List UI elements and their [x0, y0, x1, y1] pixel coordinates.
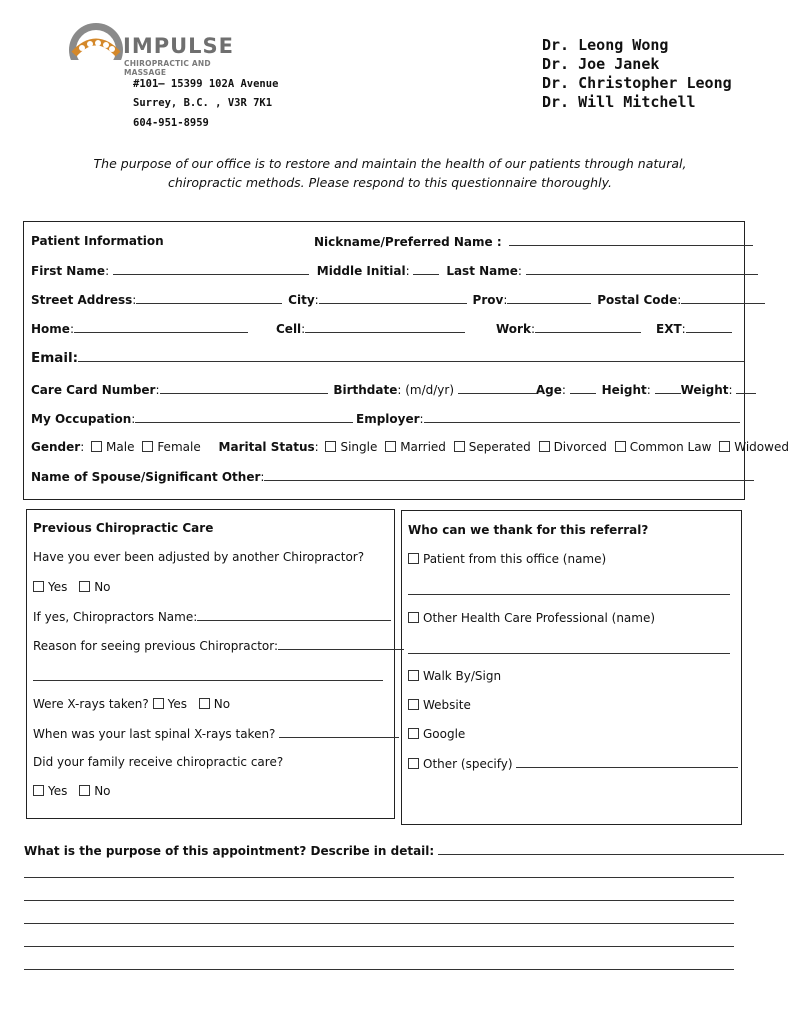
- option-no: No: [94, 580, 111, 594]
- doctor-name: Dr. Christopher Leong: [542, 74, 732, 92]
- purpose-statement: The purpose of our office is to restore and maintain the health of our patients through natural, chiropractic methods. Please respond to this questionnaire thoroughly.: [93, 156, 687, 190]
- care-card-label: Care Card Number: [31, 383, 156, 397]
- previous-care-title: Previous Chiropractic Care: [33, 521, 214, 535]
- email-label: Email:: [31, 350, 79, 366]
- last-name-field[interactable]: [526, 263, 758, 275]
- care-card-field[interactable]: [160, 382, 328, 394]
- q-xrays: Were X-rays taken?: [33, 697, 149, 711]
- weight-label: Weight: [680, 383, 729, 397]
- referral-option: Walk By/Sign: [423, 669, 502, 683]
- address-line2: Surrey, B.C. , V3R 7K1: [133, 97, 273, 109]
- marital-single-checkbox[interactable]: [325, 441, 336, 452]
- weight-field[interactable]: [736, 382, 756, 394]
- first-name-field[interactable]: [113, 263, 309, 275]
- marital-option: Single: [340, 440, 378, 454]
- marital-option: Married: [400, 440, 446, 454]
- marital-option: Divorced: [553, 440, 607, 454]
- last-xray-field[interactable]: [279, 726, 399, 738]
- nickname-label: Nickname/Preferred Name :: [314, 235, 502, 249]
- family-yes-checkbox[interactable]: [33, 785, 44, 796]
- city-field[interactable]: [319, 292, 467, 304]
- birthdate-field[interactable]: [458, 382, 536, 394]
- marital-separated-checkbox[interactable]: [454, 441, 465, 452]
- q-last-xray: When was your last spinal X-rays taken?: [33, 727, 276, 741]
- marital-option: Widowed: [734, 440, 789, 454]
- birthdate-label: Birthdate: [333, 383, 398, 397]
- referral-title: Who can we thank for this referral?: [408, 523, 649, 537]
- gender-option: Female: [157, 440, 201, 454]
- birthdate-format: : (m/d/yr): [397, 383, 455, 397]
- referral-other-checkbox[interactable]: [408, 758, 419, 769]
- q-reason: Reason for seeing previous Chiropractor:: [33, 639, 279, 653]
- appointment-line[interactable]: [24, 877, 734, 878]
- q-family: Did your family receive chiropractic care?: [33, 755, 284, 769]
- prov-label: Prov: [472, 293, 504, 307]
- gender-male-checkbox[interactable]: [91, 441, 102, 452]
- employer-field[interactable]: [424, 411, 740, 423]
- referral-google-checkbox[interactable]: [408, 728, 419, 739]
- logo-name: IMPULSE: [123, 34, 235, 58]
- prov-field[interactable]: [507, 292, 591, 304]
- age-field[interactable]: [570, 382, 596, 394]
- work-phone-field[interactable]: [535, 321, 641, 333]
- city-label: City: [288, 293, 315, 307]
- gender-female-checkbox[interactable]: [142, 441, 153, 452]
- ext-label: EXT: [656, 322, 682, 336]
- nickname-field[interactable]: [509, 234, 753, 246]
- xrays-no-checkbox[interactable]: [199, 698, 210, 709]
- reason-field-line2[interactable]: [33, 680, 383, 681]
- gender-label: Gender: [31, 440, 81, 454]
- street-label: Street Address: [31, 293, 133, 307]
- last-name-label: Last Name: [446, 264, 518, 278]
- postal-field[interactable]: [681, 292, 765, 304]
- logo-spine-icon: [66, 20, 126, 80]
- marital-divorced-checkbox[interactable]: [539, 441, 550, 452]
- postal-label: Postal Code: [597, 293, 678, 307]
- family-no-checkbox[interactable]: [79, 785, 90, 796]
- middle-initial-field[interactable]: [413, 263, 439, 275]
- age-label: Age: [535, 383, 562, 397]
- cell-phone-field[interactable]: [305, 321, 465, 333]
- adjusted-yes-checkbox[interactable]: [33, 581, 44, 592]
- doctor-list: [542, 36, 732, 112]
- referral-option: Patient from this office (name): [423, 552, 607, 566]
- adjusted-no-checkbox[interactable]: [79, 581, 90, 592]
- option-no: No: [213, 697, 231, 711]
- referral-health-professional-checkbox[interactable]: [408, 612, 419, 623]
- clinic-logo: [66, 20, 246, 80]
- referral-option: Website: [423, 698, 471, 712]
- ext-field[interactable]: [686, 321, 732, 333]
- option-yes: Yes: [48, 784, 68, 798]
- clinic-phone: 604-951-8959: [133, 117, 209, 129]
- appointment-line[interactable]: [24, 900, 734, 901]
- street-field[interactable]: [136, 292, 282, 304]
- cell-label: Cell: [276, 322, 302, 336]
- marital-common-law-checkbox[interactable]: [615, 441, 626, 452]
- referral-patient-name-field[interactable]: [408, 594, 730, 595]
- patient-info-title: Patient Information: [31, 234, 164, 248]
- option-yes: Yes: [48, 580, 68, 594]
- referral-option: Other Health Care Professional (name): [423, 611, 656, 625]
- doctor-name: Dr. Leong Wong: [542, 36, 669, 54]
- spouse-field[interactable]: [264, 469, 754, 481]
- logo-subtitle: CHIROPRACTIC AND MASSAGE: [124, 59, 211, 77]
- email-field[interactable]: [78, 350, 744, 362]
- option-no: No: [94, 784, 111, 798]
- appointment-line[interactable]: [24, 923, 734, 924]
- appointment-line[interactable]: [24, 946, 734, 947]
- marital-label: Marital Status: [218, 440, 315, 454]
- employer-label: Employer: [356, 412, 420, 426]
- q-names: If yes, Chiropractors Name:: [33, 610, 198, 624]
- marital-widowed-checkbox[interactable]: [719, 441, 730, 452]
- home-label: Home: [31, 322, 70, 336]
- referral-website-checkbox[interactable]: [408, 699, 419, 710]
- q-adjusted: Have you ever been adjusted by another Chiropractor?: [33, 550, 365, 564]
- height-label: Height: [601, 383, 647, 397]
- doctor-name: Dr. Will Mitchell: [542, 93, 696, 111]
- marital-married-checkbox[interactable]: [385, 441, 396, 452]
- appointment-purpose-field[interactable]: [438, 843, 784, 855]
- first-name-label: First Name: [31, 264, 106, 278]
- height-field[interactable]: [655, 382, 681, 394]
- marital-option: Seperated: [468, 440, 531, 454]
- reason-field[interactable]: [278, 638, 404, 650]
- referral-other-field[interactable]: [516, 756, 738, 768]
- referral-option: Google: [423, 727, 466, 741]
- doctor-name: Dr. Joe Janek: [542, 55, 660, 73]
- marital-option: Common Law: [629, 440, 712, 454]
- referral-professional-name-field[interactable]: [408, 653, 730, 654]
- occupation-label: My Occupation: [31, 412, 132, 426]
- address-line1: #101– 15399 102A Avenue: [133, 78, 279, 90]
- home-phone-field[interactable]: [74, 321, 248, 333]
- spouse-label: Name of Spouse/Significant Other: [31, 470, 261, 484]
- work-label: Work: [496, 322, 531, 336]
- referral-patient-checkbox[interactable]: [408, 553, 419, 564]
- option-yes: Yes: [167, 697, 187, 711]
- appointment-question: What is the purpose of this appointment? Describe in detail:: [24, 844, 435, 858]
- referral-option: Other (specify): [423, 757, 513, 771]
- xrays-yes-checkbox[interactable]: [153, 698, 164, 709]
- chiropractor-name-field[interactable]: [197, 609, 391, 621]
- occupation-field[interactable]: [135, 411, 353, 423]
- gender-option: Male: [106, 440, 135, 454]
- middle-initial-label: Middle Initial: [316, 264, 406, 278]
- referral-walk-by-checkbox[interactable]: [408, 670, 419, 681]
- appointment-line[interactable]: [24, 969, 734, 970]
